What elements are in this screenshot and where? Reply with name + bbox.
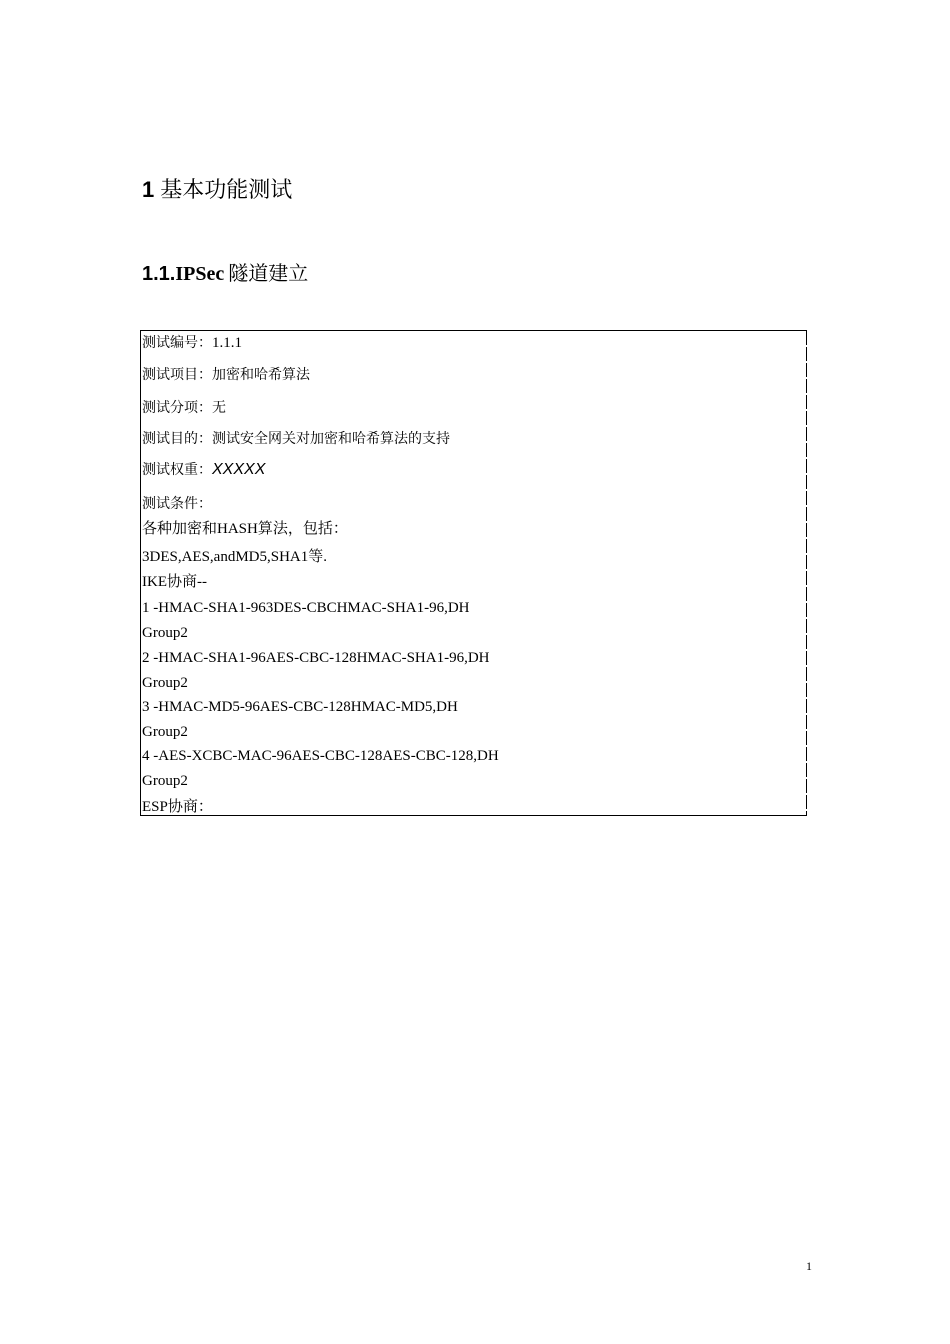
test-item-value: 加密和哈希算法: [212, 367, 310, 383]
test-item-label: 测试项目：: [142, 367, 212, 383]
test-weight-row: [142, 460, 265, 480]
test-subitem-label: 测试分项：: [142, 400, 212, 416]
page-number: 1: [806, 1259, 812, 1273]
section-heading: [142, 176, 292, 205]
test-purpose-label: 测试目的：: [142, 431, 212, 447]
subsection-number: 1.1.: [142, 263, 176, 285]
condition-line: ESP协商：: [142, 799, 213, 815]
condition-line: Group2: [142, 625, 188, 641]
test-id-label: 测试编号：: [142, 335, 212, 351]
section-title: 基本功能测试: [160, 178, 293, 203]
subsection-heading: [142, 260, 308, 287]
condition-line: IKE协商--: [142, 574, 207, 590]
condition-line: 各种加密和HASH算法，包括：: [142, 521, 348, 537]
test-case-table: [140, 330, 807, 816]
test-purpose-row: [142, 429, 450, 449]
test-subitem-row: [142, 398, 226, 418]
condition-line: 1 -HMAC-SHA1-963DES-CBCHMAC-SHA1-96,DH: [142, 600, 470, 616]
condition-line: Group2: [142, 675, 188, 691]
test-conditions-row: [142, 494, 212, 514]
test-weight-value: XXXXX: [212, 461, 266, 478]
section-number: 1: [142, 177, 155, 202]
subsection-title: 隧道建立: [228, 261, 309, 285]
subsection-prefix: IPSec: [175, 263, 225, 285]
condition-line: Group2: [142, 724, 188, 740]
condition-line: 4 -AES-XCBC-MAC-96AES-CBC-128AES-CBC-128,DH: [142, 748, 499, 764]
condition-line: 3 -HMAC-MD5-96AES-CBC-128HMAC-MD5,DH: [142, 699, 458, 715]
test-conditions-label: 测试条件：: [142, 496, 212, 512]
test-subitem-value: 无: [212, 400, 226, 416]
test-id-value: 1.1.1: [212, 335, 242, 351]
table-right-border: [806, 331, 807, 815]
condition-line: Group2: [142, 773, 188, 789]
test-purpose-value: 测试安全网关对加密和哈希算法的支持: [212, 431, 450, 447]
condition-line: 2 -HMAC-SHA1-96AES-CBC-128HMAC-SHA1-96,DH: [142, 650, 490, 666]
test-item-row: [142, 365, 310, 385]
condition-line: 3DES,AES,andMD5,SHA1等.: [142, 549, 328, 565]
test-id-row: [142, 333, 242, 353]
test-weight-label: 测试权重：: [142, 462, 212, 478]
